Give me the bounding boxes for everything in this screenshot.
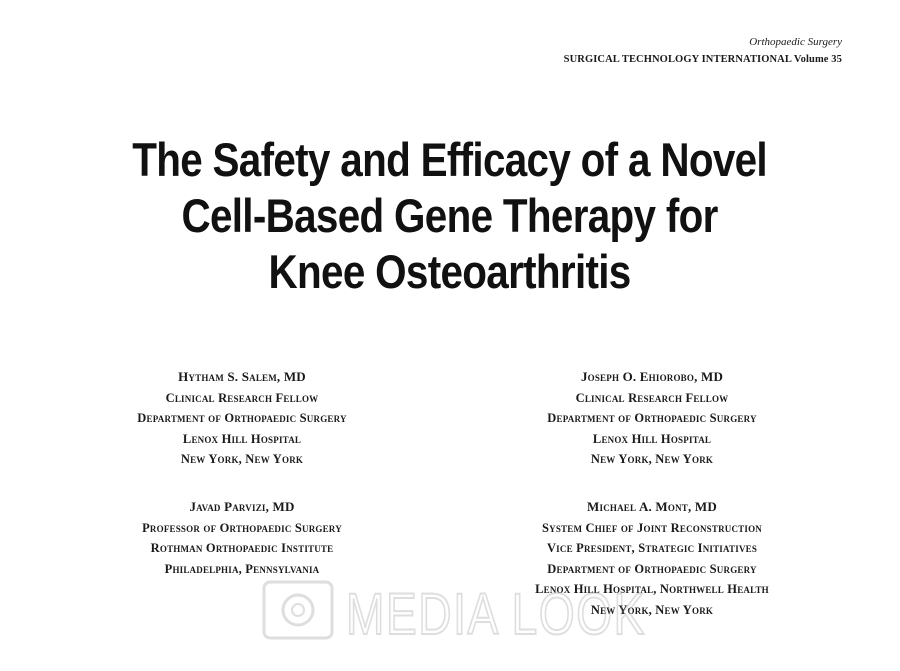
journal-section: Orthopaedic Surgery <box>749 36 842 48</box>
paper-title <box>63 132 837 300</box>
author-affiliation: System Chief of Joint Reconstruction <box>542 520 762 535</box>
author-affiliation: Lenox Hill Hospital <box>592 431 712 446</box>
author-affiliation: Clinical Research Fellow <box>165 390 319 405</box>
author-name: Javad Parvizi, MD <box>189 499 295 514</box>
title-line-3: Knee Osteoarthritis <box>268 245 631 298</box>
author-affiliation: New York, New York <box>180 452 304 466</box>
author-affiliation: New York, New York <box>590 452 714 466</box>
author-affiliation: Philadelphia, Pennsylvania <box>164 561 320 576</box>
author-affiliation: New York, New York <box>590 602 714 617</box>
journal-header <box>564 34 842 68</box>
author-block-mont <box>472 497 832 620</box>
author-affiliation: Vice President, Strategic Initiatives <box>546 541 758 555</box>
author-affiliation: Department of Orthopaedic Surgery <box>547 411 757 425</box>
author-block-parvizi <box>62 497 422 579</box>
author-name: Michael A. Mont, MD <box>587 499 717 514</box>
author-affiliation: Lenox Hill Hospital, Northwell Health <box>535 582 769 596</box>
author-block-ehiorobo <box>472 367 832 470</box>
author-affiliation: Department of Orthopaedic Surgery <box>547 561 757 576</box>
title-line-2: Cell-Based Gene Therapy for <box>181 189 718 242</box>
author-name: Joseph O. Ehiorobo, MD <box>580 369 724 384</box>
author-affiliation: Lenox Hill Hospital <box>182 431 302 446</box>
author-affiliation: Professor of Orthopaedic Surgery <box>142 520 342 535</box>
title-line-1: The Safety and Efficacy of a Novel <box>132 133 767 186</box>
author-affiliation: Rothman Orthopaedic Institute <box>150 541 334 555</box>
watermark-text: MEDIA LOOK <box>346 582 646 644</box>
watermark-camera-icon <box>264 582 332 638</box>
author-affiliation: Clinical Research Fellow <box>575 390 729 405</box>
author-affiliation: Department of Orthopaedic Surgery <box>137 411 347 425</box>
author-block-salem <box>62 367 422 470</box>
author-name: Hytham S. Salem, MD <box>178 369 306 384</box>
journal-name: SURGICAL TECHNOLOGY INTERNATIONAL Volume 35 <box>563 54 842 65</box>
